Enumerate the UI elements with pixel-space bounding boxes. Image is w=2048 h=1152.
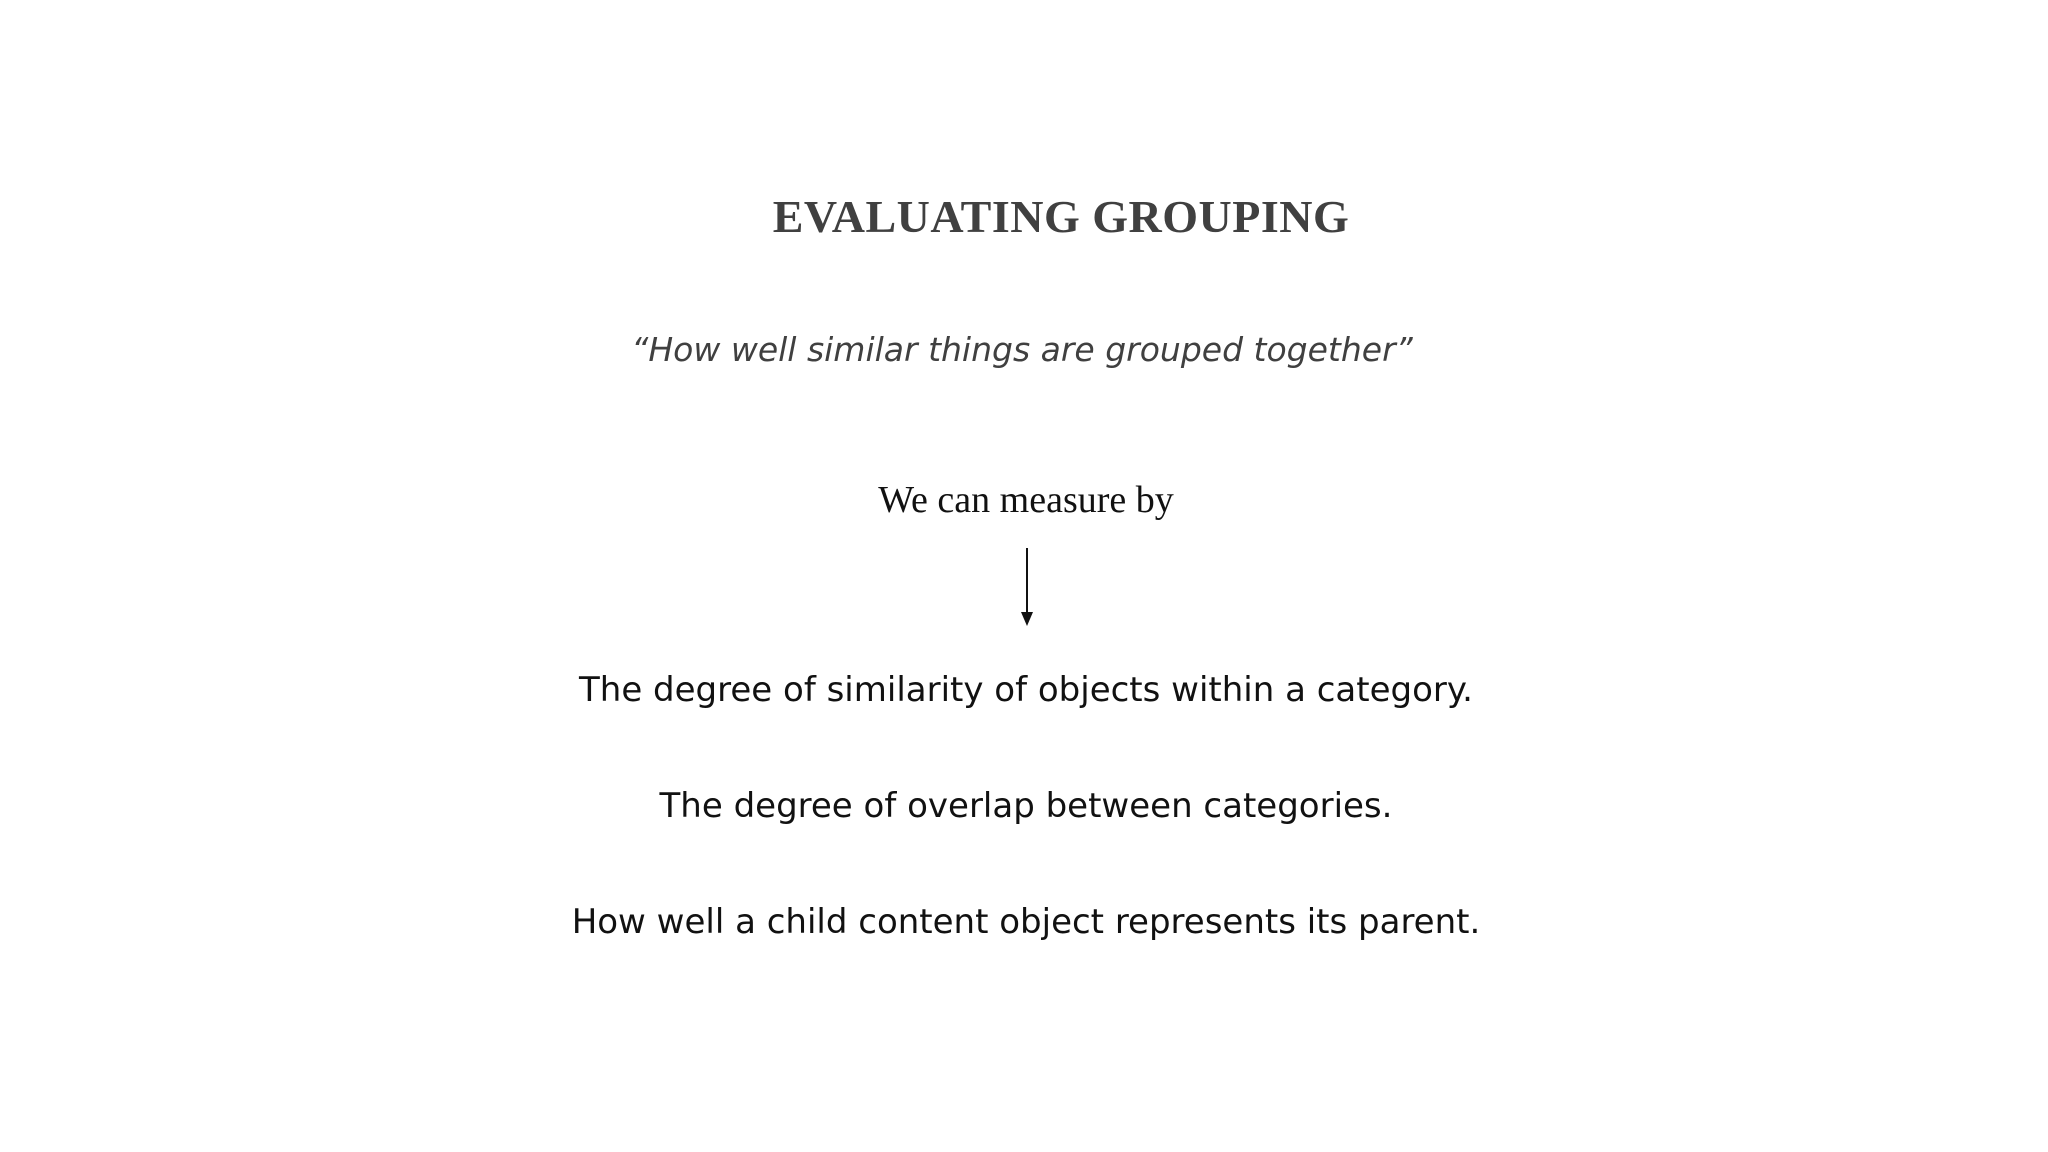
measure-item: How well a child content object represents its parent. — [571, 902, 1481, 942]
measure-item: The degree of overlap between categories. — [659, 786, 1393, 826]
slide-subtitle-quote: “How well similar things are grouped together” — [631, 330, 1413, 369]
slide-title: EVALUATING GROUPING — [772, 191, 1350, 242]
arrow-down-icon — [1019, 548, 1035, 626]
measure-lead-text: We can measure by — [878, 479, 1174, 521]
measure-item: The degree of similarity of objects within a category. — [579, 670, 1473, 710]
